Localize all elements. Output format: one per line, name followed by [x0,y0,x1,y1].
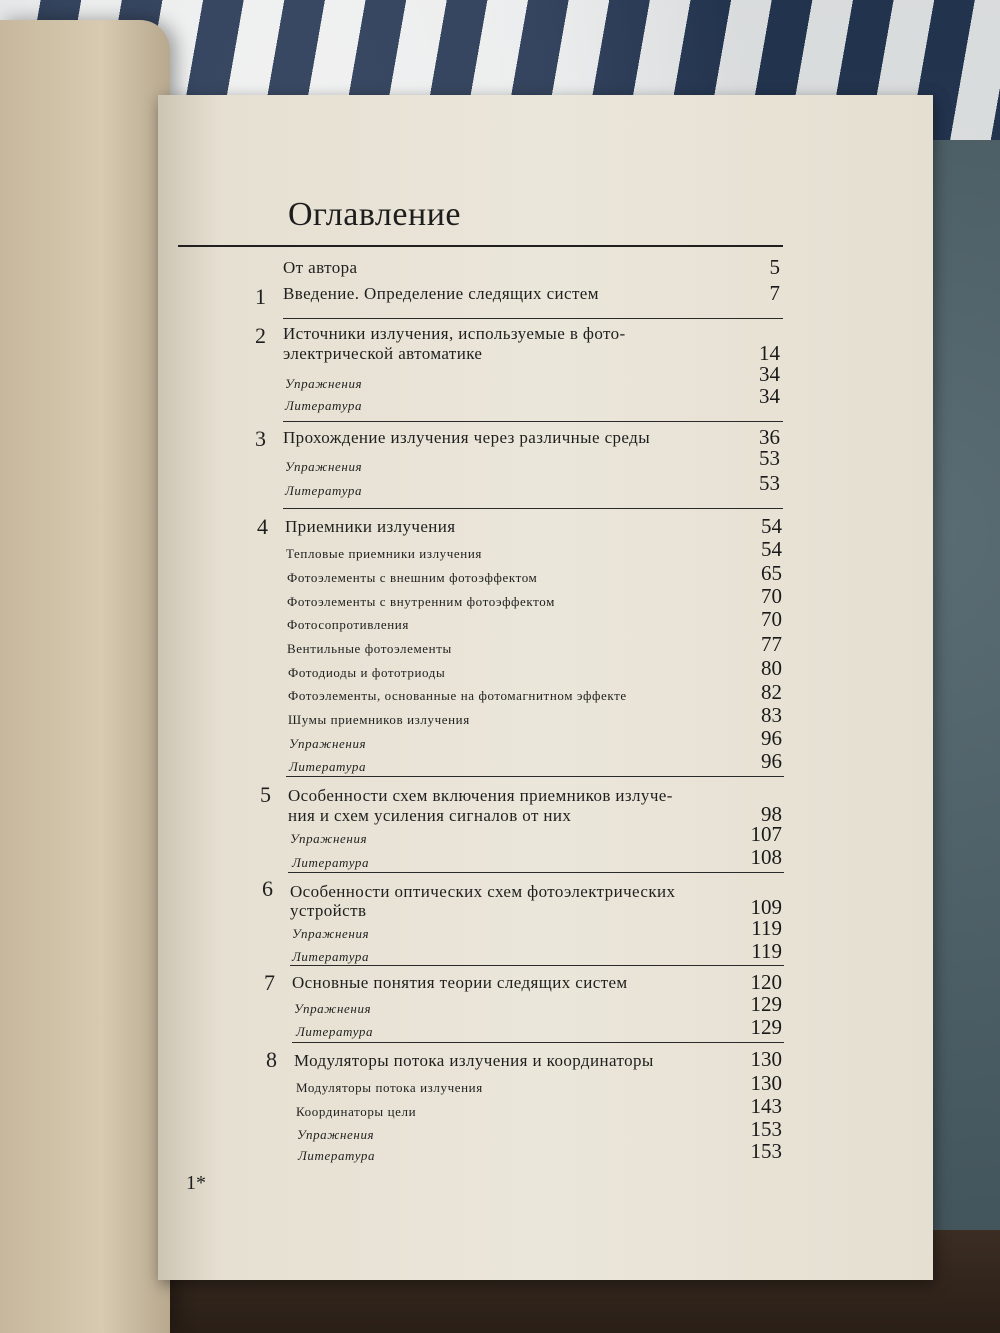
toc-ch3-literature-page: 53 [759,471,780,495]
toc-ch5-title-line2: ния и схем усиления сигналов от них [288,806,572,825]
toc-divider [286,776,784,777]
toc-ch4-section: Фотоэлементы с внутренним фотоэффектом [287,594,555,609]
toc-divider [288,872,784,873]
toc-ch1-page: 7 [769,281,780,305]
toc-ch4-section-page: 70 [761,584,782,608]
toc-ch2-literature-page: 34 [759,384,780,408]
toc-ch8-exercises: Упражнения [297,1127,375,1142]
toc-ch2-title-line1: Источники излучения, используемые в фото- [283,324,626,343]
toc-preface-page: 5 [769,255,780,279]
heading-rule [178,245,783,247]
toc-ch5-page: 98 [761,802,782,826]
toc-ch7-number: 7 [264,970,275,995]
toc-ch4-exercises: Упражнения [289,736,367,751]
toc-ch2-number: 2 [255,323,266,348]
toc-ch6-page: 109 [750,895,782,919]
toc-ch6-literature: Литература [292,949,370,964]
toc-ch4-literature: Литература [289,759,367,774]
toc-ch6-title-line2: устройств [290,901,367,920]
toc-ch3-page: 36 [759,425,780,449]
toc-ch8-section: Координаторы цели [296,1104,417,1119]
toc-divider [283,508,783,509]
toc-ch2-page: 14 [759,341,780,365]
toc-ch5-literature: Литература [292,855,370,870]
toc-ch6-title-line1: Особенности оптических схем фотоэлектрических [290,882,676,901]
toc-ch3-title: Прохождение излучения через различные среды [283,428,651,447]
toc-ch3-number: 3 [255,426,266,451]
toc-ch7-exercises: Упражнения [294,1001,372,1016]
toc-ch4-section: Тепловые приемники излучения [286,546,482,561]
toc-ch4-section: Фотоэлементы с внешним фотоэффектом [287,570,538,585]
toc-ch2-title-line2: электрической автоматике [283,344,483,363]
toc-ch7-literature-page: 129 [750,1015,782,1039]
toc-ch3-literature: Литература [285,483,363,498]
toc-ch5-number: 5 [260,782,271,807]
toc-ch6-literature-page: 119 [751,939,782,963]
toc-ch4-section: Фотоэлементы, основанные на фотомагнитном эффекте [288,688,627,703]
toc-divider [283,421,783,422]
toc-ch1-title: Введение. Определение следящих систем [283,284,599,303]
toc-ch7-title: Основные понятия теории следящих систем [292,973,628,992]
toc-ch8-section-page: 143 [750,1094,782,1118]
toc-ch4-section-page: 77 [761,632,782,656]
toc-ch5-literature-page: 108 [750,845,782,869]
toc-ch4-section: Вентильные фотоэлементы [287,641,452,656]
toc-ch5-exercises-page: 107 [750,822,782,846]
toc-ch4-section-page: 82 [761,680,782,704]
page-title: Оглавление [288,196,461,233]
toc-ch4-literature-page: 96 [761,749,782,773]
toc-ch4-section: Шумы приемников излучения [288,712,470,727]
toc-ch8-number: 8 [266,1047,277,1072]
toc-ch5-exercises: Упражнения [290,831,368,846]
toc-ch4-page: 54 [761,514,782,538]
toc-ch3-exercises: Упражнения [285,459,363,474]
signature-mark: 1* [186,1172,206,1194]
toc-ch4-section-page: 83 [761,703,782,727]
toc-ch4-number: 4 [257,514,268,539]
toc-ch8-exercises-page: 153 [750,1117,782,1141]
toc-ch8-literature-page: 153 [750,1139,782,1163]
toc-ch4-section: Фотосопротивления [287,617,409,632]
toc-ch4-title: Приемники излучения [285,517,456,536]
toc-ch6-exercises-page: 119 [751,916,782,940]
toc-ch4-section-page: 70 [761,607,782,631]
toc-ch4-section-page: 80 [761,656,782,680]
toc-ch3-exercises-page: 53 [759,446,780,470]
toc-ch2-exercises-page: 34 [759,362,780,386]
toc-ch7-exercises-page: 129 [750,992,782,1016]
toc-divider [290,965,784,966]
toc-ch8-title: Модуляторы потока излучения и координаторы [294,1051,654,1070]
toc-ch7-literature: Литература [296,1024,374,1039]
toc-divider [283,318,783,319]
toc-ch6-number: 6 [262,876,273,901]
toc-ch2-exercises: Упражнения [285,376,363,391]
toc-ch5-title-line1: Особенности схем включения приемников излуче- [288,786,673,805]
toc-ch2-literature: Литература [285,398,363,413]
toc-ch8-literature: Литература [298,1148,376,1163]
toc-ch7-page: 120 [750,970,782,994]
toc-divider [292,1042,784,1043]
toc-ch1-number: 1 [255,284,266,309]
toc-preface-title: От автора [283,258,358,277]
toc-ch8-page: 130 [750,1047,782,1071]
toc-ch8-section-page: 130 [750,1071,782,1095]
toc-ch8-section: Модуляторы потока излучения [296,1080,483,1095]
left-page [0,20,170,1333]
toc-ch6-exercises: Упражнения [292,926,370,941]
toc-ch4-section-page: 54 [761,537,782,561]
toc-ch4-exercises-page: 96 [761,726,782,750]
toc-ch4-section-page: 65 [761,561,782,585]
toc-ch4-section: Фотодиоды и фототриоды [288,665,446,680]
